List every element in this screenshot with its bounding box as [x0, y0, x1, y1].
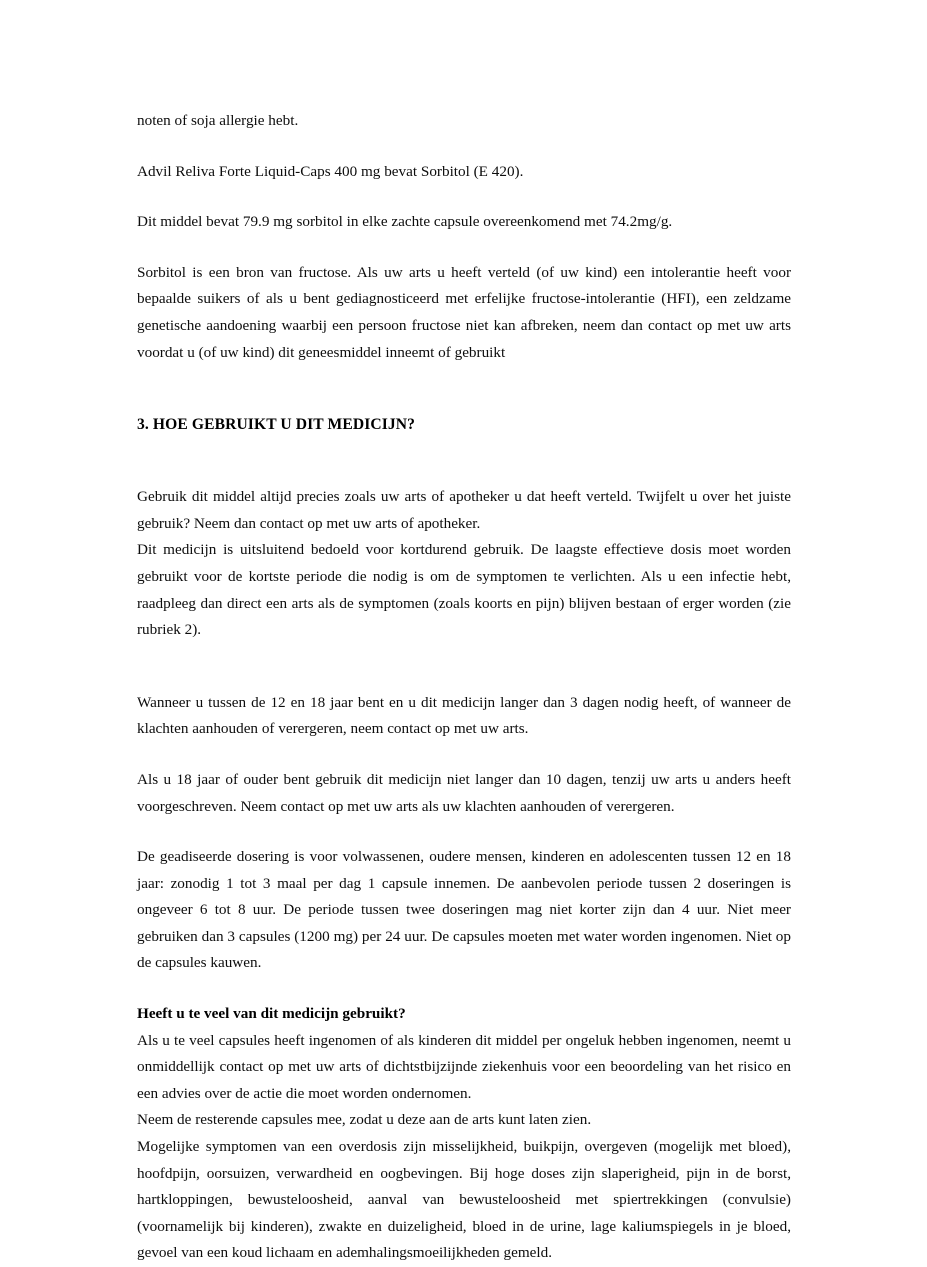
spacer	[137, 977, 791, 1001]
block-usage-intro	[137, 484, 791, 644]
spacer	[137, 135, 791, 159]
section-heading-3: 3. HOE GEBRUIKT U DIT MEDICIJN?	[137, 416, 416, 434]
paragraph-usage-intro-2: Dit medicijn is uitsluitend bedoeld voor kortdurend gebruik. De laagste effectieve dosis moet worden gebruikt voor de kortste periode die nodig is om de symptomen te verlichten. Als u een infectie hebt, raadpleeg dan direct een arts als de symptomen (zoals koorts en pijn) blijven bestaan of erger worden (zie rubriek 2).	[137, 541, 791, 639]
spacer	[137, 185, 791, 209]
block-overdose	[137, 1001, 791, 1267]
paragraph-usage-intro-1: Gebruik dit middel altijd precies zoals uw arts of apotheker u dat heeft verteld. Twijfelt u over het juiste gebruik? Neem dan contact op met uw arts of apotheker.	[137, 488, 791, 532]
paragraph-dosage: De geadiseerde dosering is voor volwassenen, oudere mensen, kinderen en adolescenten tussen 12 en 18 jaar: zonodig 1 tot 3 maal per dag 1 capsule innemen. De aanbevolen periode tussen 2 doseringen is ongeveer 6 tot 8 uur. De periode tussen twee doseringen mag niet korter zijn dan 4 uur. Niet meer gebruiken dan 3 capsules (1200 mg) per 24 uur. De capsules moeten met water worden ingenomen. Niet op de capsules kauwen.	[137, 848, 791, 972]
paragraph-age-12-18: Wanneer u tussen de 12 en 18 jaar bent en u dit medicijn langer dan 3 dagen nodig heeft, of wanneer de klachten aanhouden of verergeren, neem contact op met uw arts.	[137, 693, 791, 738]
paragraph-allergen-continuation: noten of soja allergie hebt.	[137, 112, 299, 129]
paragraph-age-18-plus: Als u 18 jaar of ouder bent gebruik dit medicijn niet langer dan 10 dagen, tenzij uw arts u anders heeft voorgeschreven. Neem contact op met uw arts als uw klachten aanhouden of verergeren.	[137, 770, 791, 815]
paragraph-overdose-1: Als u te veel capsules heeft ingenomen of als kinderen dit middel per ongeluk hebben ingenomen, neemt u onmiddellijk contact op met uw arts of dichtstbijzijnde ziekenhuis voor een beoordeling van het risico en een advies over de actie die moet worden ondernomen.	[137, 1031, 791, 1102]
subheading-overdose: Heeft u te veel van dit medicijn gebruikt?	[137, 1005, 406, 1023]
document-body	[137, 108, 791, 1267]
paragraph-sorbitol-amount: Dit middel bevat 79.9 mg sorbitol in elke zachte capsule overeenkomend met 74.2mg/g.	[137, 213, 673, 231]
spacer	[137, 366, 791, 412]
spacer	[137, 438, 791, 484]
paragraph-sorbitol-warning: Sorbitol is een bron van fructose. Als uw arts u heeft verteld (of uw kind) een intolerantie heeft voor bepaalde suikers of als u bent gediagnosticeerd met erfelijke fructose-intolerantie (HFI), een zeldzame genetische aandoening waarbij een persoon fructose niet kan afbreken, neem dan contact op met uw arts voordat u (of uw kind) dit geneesmiddel inneemt of gebruikt	[137, 263, 791, 361]
spacer	[137, 820, 791, 844]
spacer	[137, 644, 791, 690]
paragraph-overdose-symptoms: Mogelijke symptomen van een overdosis zijn misselijkheid, buikpijn, overgeven (mogelijk met bloed), hoofdpijn, oorsuizen, verwardheid en oogbevingen. Bij hoge doses zijn slaperigheid, pijn in de borst, hartkloppingen, bewusteloosheid, aanval van bewusteloosheid met spiertrekkingen (convulsie) (voornamelijk bij kinderen), zwakte en duizeligheid, bloed in de urine, lage kaliumspiegels in je bloed, gevoel van een koud lichaam en ademhalingsmoeilijkheden gemeld.	[137, 1138, 791, 1262]
paragraph-overdose-2: Neem de resterende capsules mee, zodat u deze aan de arts kunt laten zien.	[137, 1111, 592, 1129]
spacer	[137, 743, 791, 767]
spacer	[137, 236, 791, 260]
paragraph-sorbitol-statement: Advil Reliva Forte Liquid-Caps 400 mg bevat Sorbitol (E 420).	[137, 162, 524, 180]
